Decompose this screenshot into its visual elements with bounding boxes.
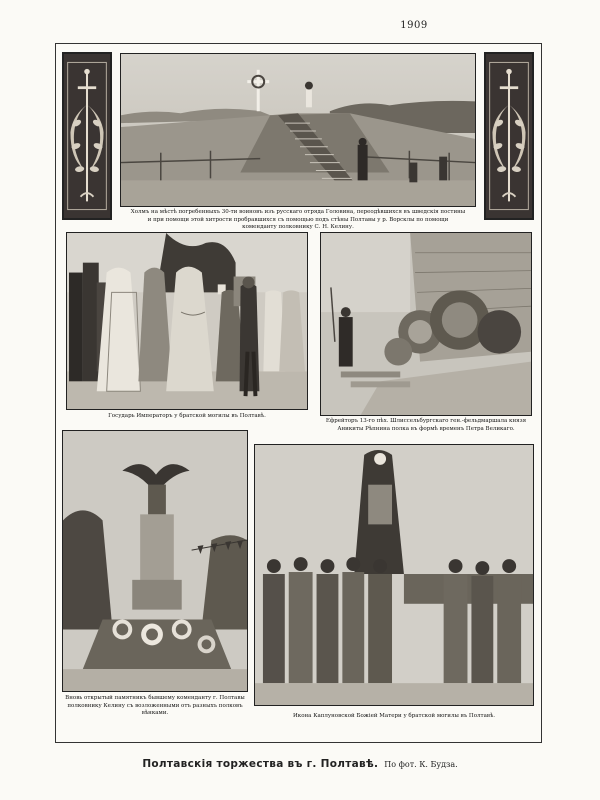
photo-emperor bbox=[66, 232, 308, 410]
photo-mound bbox=[120, 53, 476, 207]
caption-emperor: Государь Императоръ у братской могилы въ Полтавѣ. bbox=[108, 413, 266, 419]
right-ornament bbox=[484, 52, 534, 220]
sword-laurel-ornament-icon bbox=[486, 54, 532, 218]
caption-monument: Вновь открытый памятникъ бывшему коменданту г. Полтавы полковнику Келину съ возложенными отъ разныхъ полковъ вѣнками. bbox=[65, 695, 245, 716]
left-ornament bbox=[62, 52, 112, 220]
caption-mound: Холмъ на мѣстѣ погребенныхъ 30-ти воиновъ изъ русскаго отряда Головина, переодѣвшихся въ шведскія постины и при помощи этой хитрости пробравшихся съ помощью подъ стѣны Полтавы у р. Ворсклы по помощи коменданту полковнику С. Н. Келину. bbox=[130, 209, 466, 230]
sword-laurel-ornament-icon bbox=[64, 54, 110, 218]
caption-icon-soldiers: Икона Каплуновской Божіей Матери у братской могилы въ Полтавѣ. bbox=[292, 713, 496, 719]
page-footer-title bbox=[0, 752, 600, 771]
page-number: 1909 bbox=[400, 20, 428, 31]
photo-credit: По фот. К. Будза. bbox=[384, 760, 458, 769]
photo-icon-soldiers bbox=[254, 444, 534, 706]
footer-title-text: Полтавскія торжества въ г. Полтавѣ. bbox=[142, 758, 379, 770]
caption-wreaths: Ефрейторъ 13-го пѣх. Шлиссельбургскаго ген.-фельдмаршала князя Аникиты Рѣпнина полка въ формѣ временъ Петра Великаго. bbox=[325, 418, 527, 432]
photo-wreaths bbox=[320, 232, 532, 416]
photo-monument bbox=[62, 430, 248, 692]
